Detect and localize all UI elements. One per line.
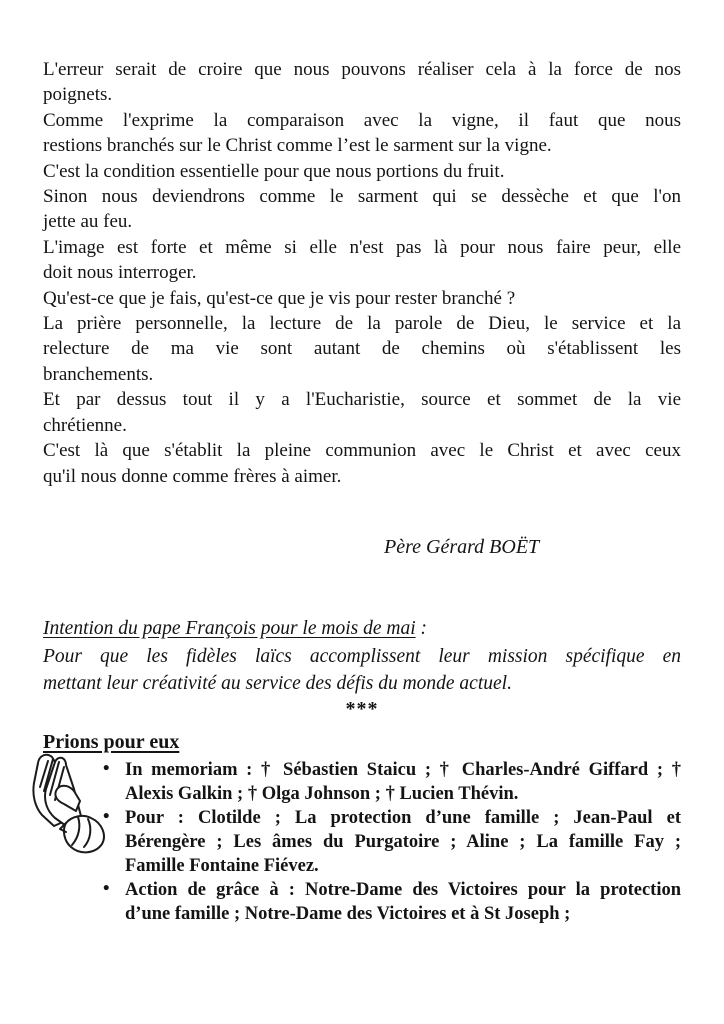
intention-heading-colon: : xyxy=(415,618,427,639)
text-line: Comme l'exprime la comparaison avec la vigne, il faut que nous xyxy=(43,109,681,131)
body-paragraph xyxy=(43,387,681,438)
body-paragraph xyxy=(43,159,681,184)
bullet-marker: • xyxy=(103,807,110,827)
text-line: Bérengère ; Les âmes du Purgatoire ; Aline ; La famille Fay ; xyxy=(125,832,681,852)
body-paragraph xyxy=(43,184,681,235)
text-line: C'est la condition essentielle pour que nous portions du fruit. xyxy=(43,160,505,182)
intention-heading-text: Intention du pape François pour le mois de mai xyxy=(43,618,416,639)
text-line: Pour : Clotilde ; La protection d’une famille ; Jean-Paul et xyxy=(125,808,681,828)
body-paragraph xyxy=(43,286,681,311)
text-line: La prière personnelle, la lecture de la parole de Dieu, le service et la xyxy=(43,313,681,335)
intention-heading xyxy=(43,615,681,643)
text-line: Action de grâce à : Notre-Dame des Victoires pour la protection xyxy=(125,880,681,900)
body-paragraph xyxy=(43,438,681,489)
intention-block xyxy=(43,615,681,698)
body-paragraph xyxy=(43,235,681,286)
text-line: relecture de ma vie sont autant de chemins où s'établissent les xyxy=(43,338,681,360)
text-line: restions branchés sur le Christ comme l’est le sarment sur la vigne. xyxy=(43,135,552,157)
text-line: branchements. xyxy=(43,363,154,385)
text-line: Qu'est-ce que je fais, qu'est-ce que je vis pour rester branché ? xyxy=(43,287,516,309)
text-line: L'erreur serait de croire que nous pouvons réaliser cela à la force de nos xyxy=(43,59,681,80)
body-text xyxy=(43,57,681,489)
text-line: C'est là que s'établit la pleine communion avec le Christ et avec ceux xyxy=(43,440,681,462)
separator-stars: *** xyxy=(345,698,379,720)
body-paragraph xyxy=(43,311,681,387)
text-line: doit nous interroger. xyxy=(43,262,197,284)
text-line: d’une famille ; Notre-Dame des Victoires et à St Joseph ; xyxy=(125,904,571,924)
text-line: Famille Fontaine Fiévez. xyxy=(125,856,319,876)
body-paragraph xyxy=(43,108,681,159)
prayer-list-item xyxy=(43,878,681,926)
text-line: L'image est forte et même si elle n'est pas là pour nous faire peur, elle xyxy=(43,236,681,258)
prayer-list-item xyxy=(43,758,681,806)
text-line: poignets. xyxy=(43,84,113,106)
prayer-list xyxy=(43,758,681,926)
signature: Père Gérard BOËT xyxy=(384,536,540,558)
intention-line: mettant leur créativité au service des défis du monde actuel. xyxy=(43,673,512,694)
bullet-marker: • xyxy=(103,759,110,779)
body-paragraph xyxy=(43,57,681,108)
text-line: Alexis Galkin ; † Olga Johnson ; † Lucien Thévin. xyxy=(125,784,519,804)
text-line: jette au feu. xyxy=(43,211,133,233)
text-line: qu'il nous donne comme frères à aimer. xyxy=(43,465,342,487)
prayer-heading: Prions pour eux xyxy=(43,731,180,753)
prayer-list-item xyxy=(43,806,681,878)
text-line: chrétienne. xyxy=(43,414,127,436)
text-line: Sinon nous deviendrons comme le sarment qui se dessèche et que l'on xyxy=(43,186,681,208)
bullet-marker: • xyxy=(103,879,110,899)
text-line: In memoriam : † Sébastien Staicu ; † Charles-André Giffard ; † xyxy=(125,760,681,780)
text-line: Et par dessus tout il y a l'Eucharistie, source et sommet de la vie xyxy=(43,389,681,411)
intention-line: Pour que les fidèles laïcs accomplissent leur mission spécifique en xyxy=(43,645,681,667)
